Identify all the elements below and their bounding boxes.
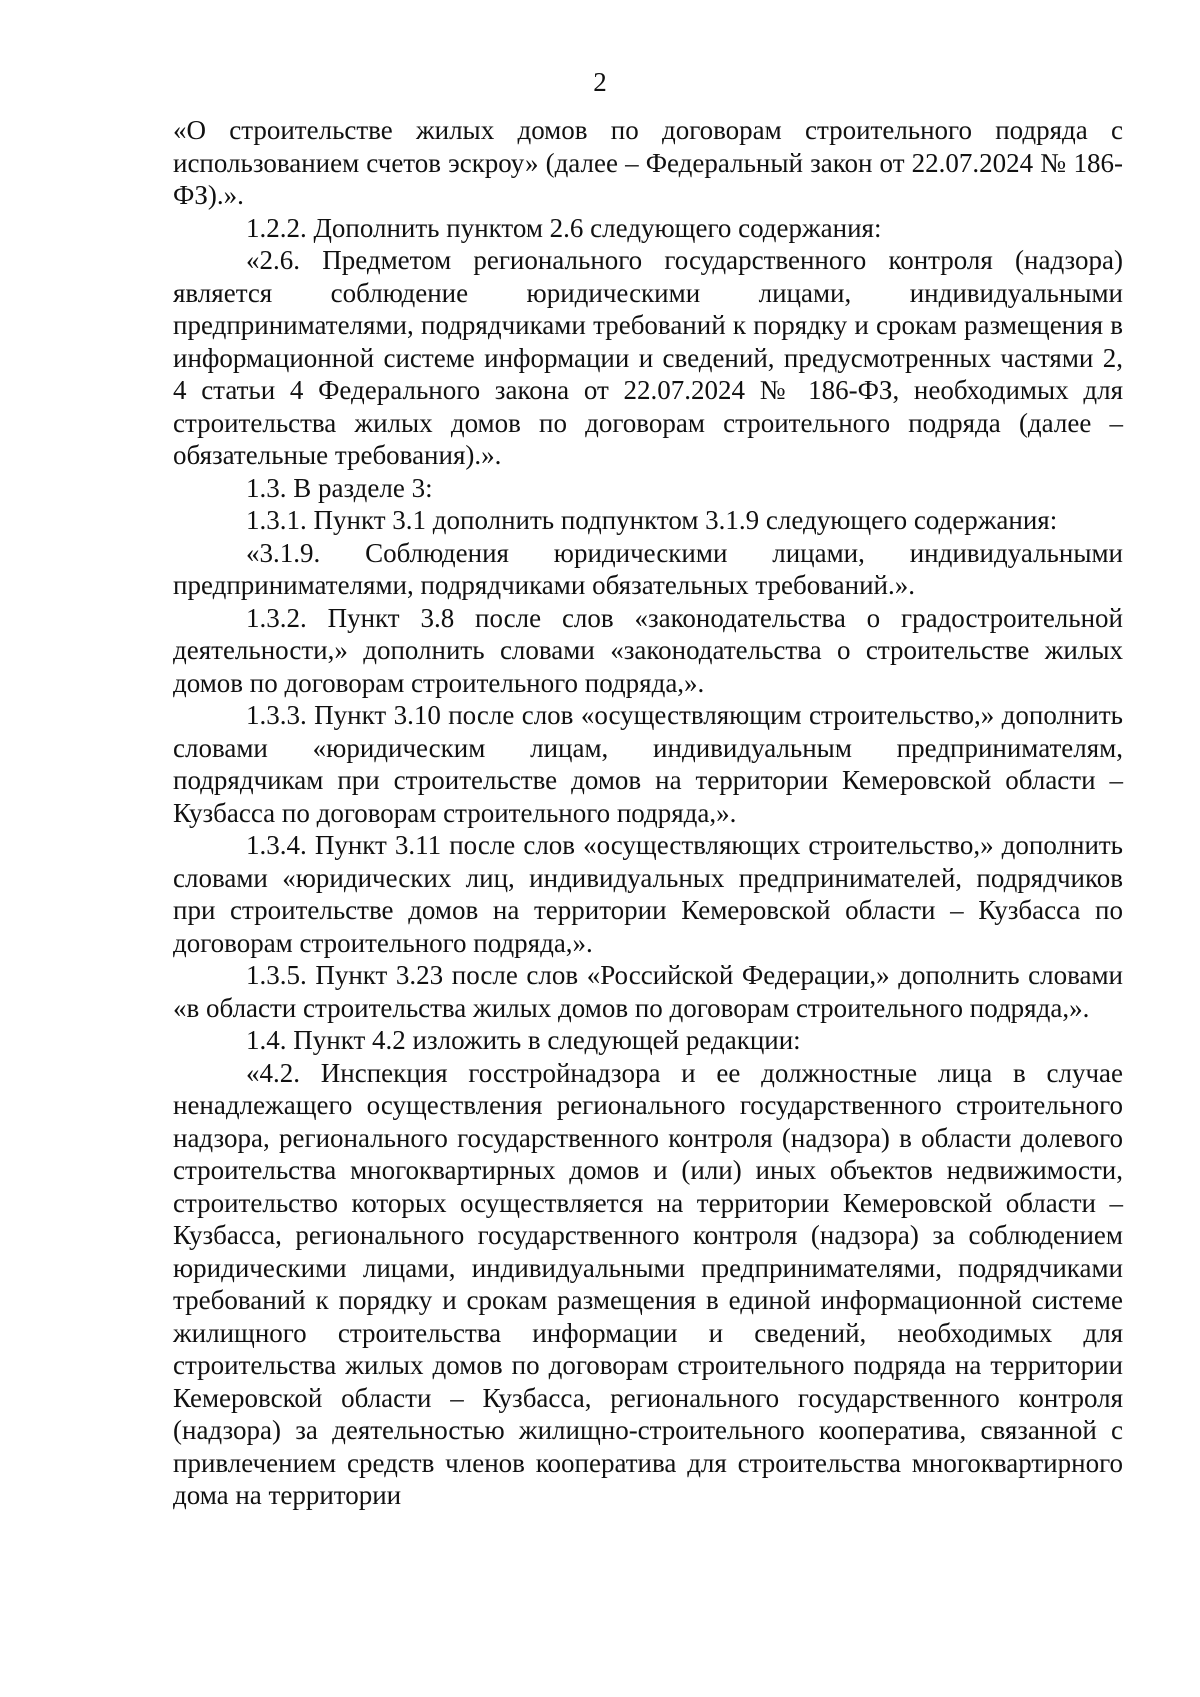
document-body [173, 114, 1123, 1512]
paragraph-1-3-1: 1.3.1. Пункт 3.1 дополнить подпунктом 3.1.9 следующего содержания: [246, 505, 1058, 535]
page-number: 2 [593, 67, 607, 97]
paragraph-continuation: «О строительстве жилых домов по договорам строительного подряда с использованием счетов эскроу» (далее – Федеральный закон от 22.07.2024 № 186-ФЗ).». [173, 115, 1123, 210]
paragraph-1-3-4: 1.3.4. Пункт 3.11 после слов «осуществляющих строительство,» дополнить словами «юридических лиц, индивидуальных предпринимателей, подрядчиков при строительстве домов на территории Кемеровской области – Кузбасса по договорам строительного подряда,». [173, 830, 1123, 958]
paragraph-1-3-2: 1.3.2. Пункт 3.8 после слов «законодательства о градостроительной деятельности,» дополнить словами «законодательства о строительстве жилых домов по договорам строительного подряда,». [173, 602, 1123, 698]
paragraph-1-2-2: 1.2.2. Дополнить пунктом 2.6 следующего содержания: [246, 212, 882, 243]
paragraph-1-4: 1.4. Пункт 4.2 изложить в следующей редакции: [246, 1025, 801, 1055]
paragraph-1-3-3: 1.3.3. Пункт 3.10 после слов «осуществляющим строительство,» дополнить словами «юридическим лицам, индивидуальным предпринимателям, подрядчикам при строительстве домов на территории Кемеровской области – Кузбасса по договорам строительного подряда,». [173, 700, 1123, 828]
paragraph-3-1-9: «3.1.9. Соблюдения юридическими лицами, индивидуальными предпринимателями, подрядчиками обязательных требований.». [173, 537, 1123, 600]
paragraph-1-3-5: 1.3.5. Пункт 3.23 после слов «Российской Федерации,» дополнить словами «в области строительства жилых домов по договорам строительного подряда,». [173, 960, 1123, 1023]
paragraph-1-3: 1.3. В разделе 3: [246, 472, 433, 503]
paragraph-4-2: «4.2. Инспекция госстройнадзора и ее должностные лица в случае ненадлежащего осуществления регионального государственного строительного надзора, регионального государственного контроля (надзора) в области долевого строительства многоквартирных домов и (или) иных объектов недвижимости, строительство которых осуществляется на территории Кемеровской области – Кузбасса, регионального государственного контроля (надзора) за соблюдением юридическими лицами, индивидуальными предпринимателями, подрядчиками требований к порядку и срокам размещения в единой информационной системе жилищного строительства информации и сведений, необходимых для строительства жилых домов по договорам строительного подряда на территории Кемеровской области – Кузбасса, регионального государственного контроля (надзора) за деятельностью жилищно-строительного кооператива, связанной с привлечением средств членов кооператива для строительства многоквартирного дома на территории [173, 1057, 1123, 1510]
paragraph-2-6: «2.6. Предметом регионального государственного контроля (надзора) является соблюдение юридическими лицами, индивидуальными предпринимателями, подрядчиками требований к порядку и срокам размещения в информационной системе информации и сведений, предусмотренных частями 2, 4 статьи 4 Федерального закона от 22.07.2024 № 186-ФЗ, необходимых для строительства жилых домов по договорам строительного подряда (далее – обязательные требования).». [173, 245, 1123, 470]
